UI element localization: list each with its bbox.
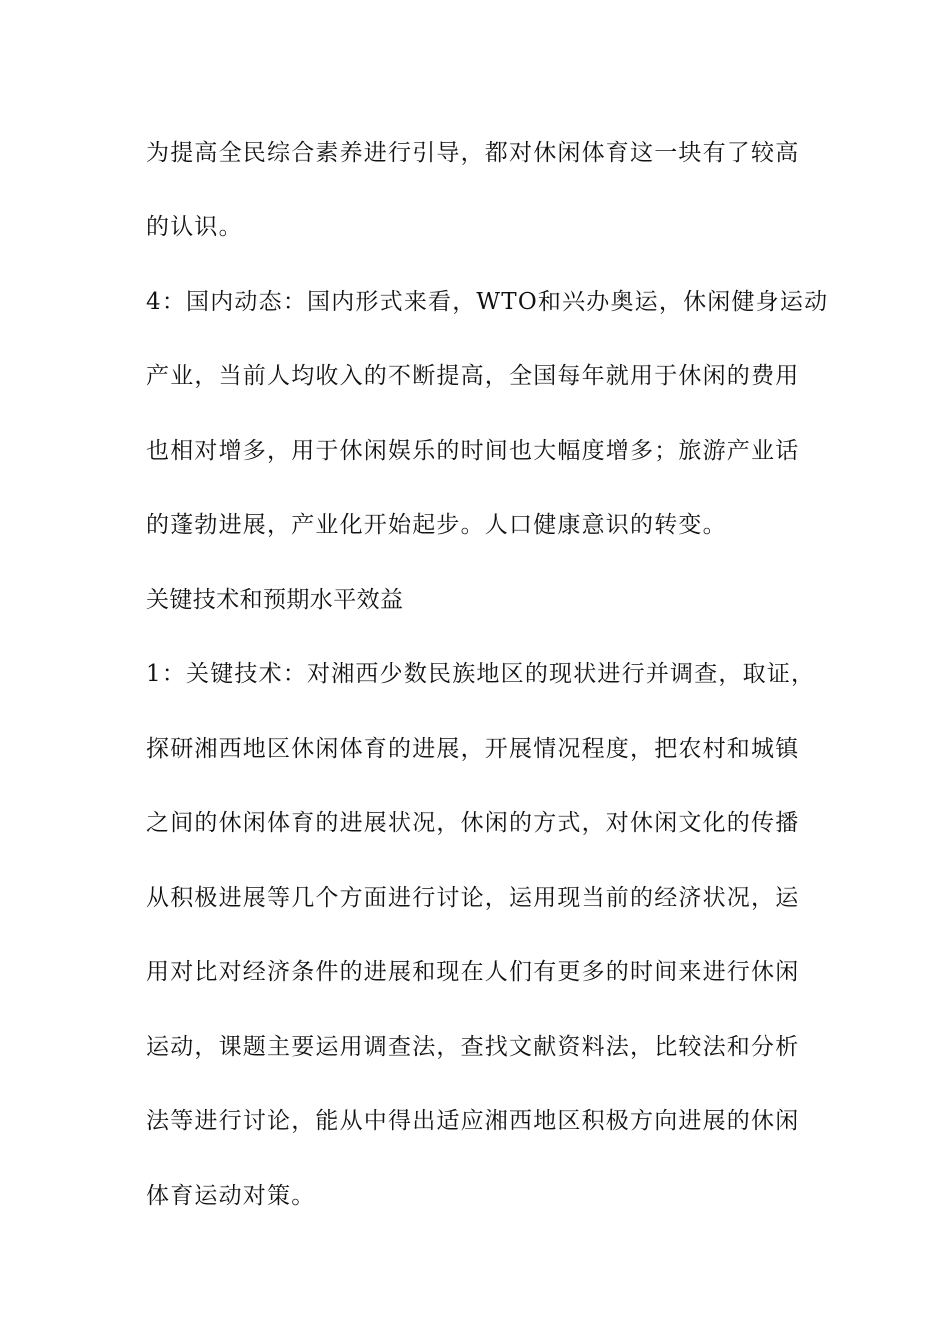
paragraph-line: 从积极进展等几个方面进行讨论，运用现当前的经济状况，运 xyxy=(146,885,800,911)
paragraph-line: 运动，课题主要运用调查法，查找文献资料法，比较法和分析 xyxy=(146,1034,800,1060)
paragraph-line: 1：关键技术：对湘西少数民族地区的现状进行并调查，取证， xyxy=(146,661,816,687)
paragraph-line: 也相对增多，用于休闲娱乐的时间也大幅度增多；旅游产业话 xyxy=(146,438,800,464)
paragraph-line: 产业，当前人均收入的不断提高，全国每年就用于休闲的费用 xyxy=(146,363,800,389)
section-heading: 关键技术和预期水平效益 xyxy=(146,587,404,613)
paragraph-line: 法等进行讨论，能从中得出适应湘西地区积极方向进展的休闲 xyxy=(146,1108,800,1134)
paragraph-line: 探研湘西地区休闲体育的进展，开展情况程度，把农村和城镇 xyxy=(146,736,800,762)
paragraph-line: 为提高全民综合素养进行引导，都对休闲体育这一块有了较高 xyxy=(146,140,800,166)
paragraph-line: 体育运动对策。 xyxy=(146,1183,316,1209)
paragraph-line: 用对比对经济条件的进展和现在人们有更多的时间来进行休闲 xyxy=(146,959,800,985)
paragraph-line: 之间的休闲体育的进展状况，休闲的方式，对休闲文化的传播 xyxy=(146,810,800,836)
paragraph-line: 4：国内动态：国内形式来看，WTO和兴办奥运，休闲健身运动 xyxy=(146,289,829,315)
paragraph-line: 的蓬勃进展，产业化开始起步。人口健康意识的转变。 xyxy=(146,512,727,538)
paragraph-line: 的认识。 xyxy=(146,214,243,240)
